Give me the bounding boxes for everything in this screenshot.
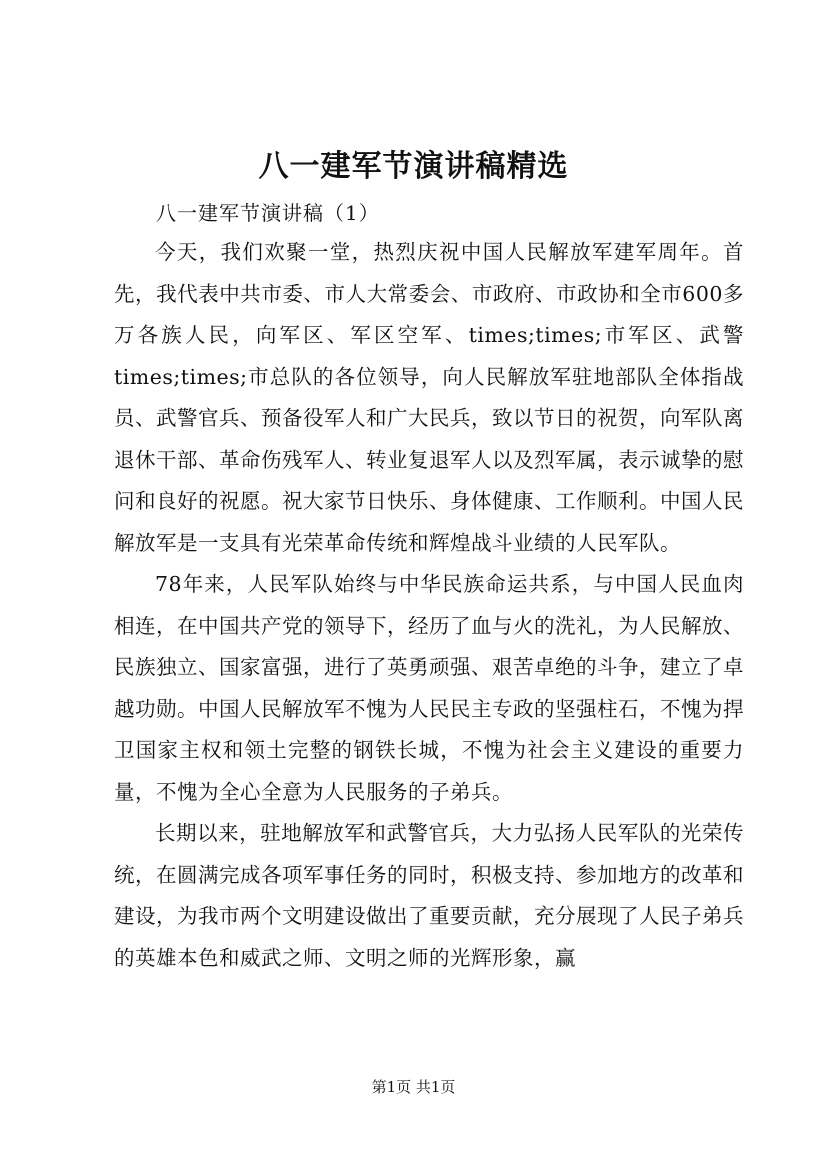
document-subtitle: 八一建军节演讲稿（1） (156, 201, 380, 225)
page-footer: 第1页 共1页 (371, 1078, 456, 1096)
paragraph-3: 长期以来，驻地解放军和武警官兵，大力弘扬人民军队的光荣传统，在圆满完成各项军事任务的同时，积极支持、参加地方的改革和建设，为我市两个文明建设做出了重要贡献，充分展现了人民子弟兵的英雄本色和威武之师、文明之师的光辉形象，赢 (114, 821, 744, 970)
paragraph-2: 78年来，人民军队始终与中华民族命运共系，与中国人民血肉相连，在中国共产党的领导下，经历了血与火的洗礼，为人民解放、民族独立、国家富强，进行了英勇顽强、艰苦卓绝的斗争，建立了卓越功勋。中国人民解放军不愧为人民民主专政的坚强柱石，不愧为捍卫国家主权和领土完整的钢铁长城，不愧为社会主义建设的重要力量，不愧为全心全意为人民服务的子弟兵。 (114, 572, 744, 804)
document-body (114, 232, 744, 979)
document-title: 八一建军节演讲稿精选 (258, 149, 569, 184)
paragraph-1: 今天，我们欢聚一堂，热烈庆祝中国人民解放军建军周年。首先，我代表中共市委、市人大常委会、市政府、市政协和全市600多万各族人民，向军区、军区空军、times;times;市军区、武警times;times;市总队的各位领导，向人民解放军驻地部队全体指战员、武警官兵、预备役军人和广大民兵，致以节日的祝贺，向军队离退休干部、革命伤残军人、转业复退军人以及烈军属，表示诚挚的慰问和良好的祝愿。祝大家节日快乐、身体健康、工作顺利。中国人民解放军是一支具有光荣革命传统和辉煌战斗业绩的人民军队。 (114, 240, 744, 555)
